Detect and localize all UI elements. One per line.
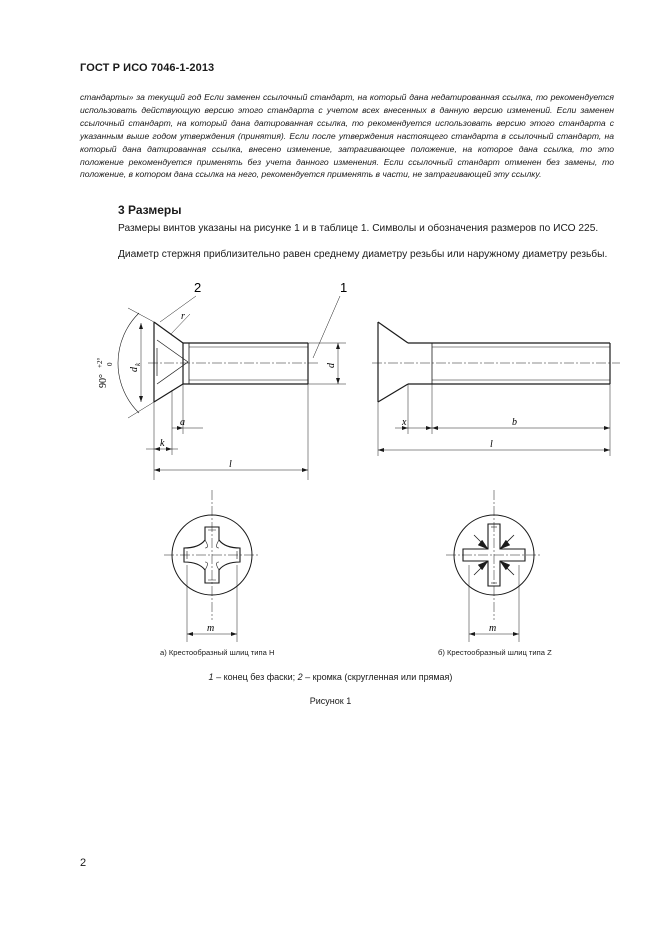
legend-2-text: – кромка (скругленная или прямая)	[302, 672, 453, 682]
dim-l-label: l	[229, 459, 232, 470]
recess-type-z	[446, 490, 542, 642]
paragraph-dimensions-text: Размеры винтов указаны на рисунке 1 и в таблице 1. Символы и обозначения размеров по ИСО 225.	[118, 223, 599, 234]
intro-paragraph: стандарты» за текущий год Если заменен ссылочный стандарт, на который дана недатированная ссылка, то рекомендуется использовать действующую версию этого стандарта с учетом всех внесенных в данную версию изменений. Если заменен ссылочный стандарт, на который дана датированная ссылка, то рекомендуется использовать версию этого стандарта с указанным выше годом утверждения (принятия). Если после утверждения настоящего стандарта в ссылочный стандарт, на который дана датированная ссылка, внесено изменение, затрагивающее положение, на которое дана ссылка, то это положение рекомендуется применять без учета данного изменения. Если ссылочный стандарт отменен без замены, то положение, в котором дана ссылка на него, рекомендуется применять в части, не затрагивающей эту ссылку.	[80, 92, 614, 180]
dim-b-label: b	[512, 417, 517, 428]
section-title: 3 Размеры	[118, 203, 182, 217]
dim-dk-label	[129, 362, 142, 372]
angle-tolerance-plus: +2°	[96, 357, 104, 368]
dim-d-label: d	[326, 363, 337, 368]
screw-right-view	[372, 322, 620, 456]
page-number: 2	[80, 857, 87, 869]
dim-m-z-label: m	[489, 623, 497, 634]
dim-r-label: r	[181, 311, 185, 322]
callout-1: 1	[340, 280, 348, 295]
paragraph-shank-text: Диаметр стержня приблизительно равен среднему диаметру резьбы или наружному диаметру резьбы.	[118, 249, 608, 260]
callout-2: 2	[194, 280, 202, 295]
screw-left-view	[118, 296, 346, 480]
figure-title: Рисунок 1	[309, 696, 352, 706]
figure-legend	[0, 672, 661, 682]
angle-value: 90°	[98, 374, 109, 388]
document-header: ГОСТ Р ИСО 7046-1-2013	[80, 62, 215, 74]
legend-2-number: 2	[297, 672, 303, 682]
dim-dk-subscript: k	[134, 362, 142, 366]
caption-recess-h: а) Крестообразный шлиц типа Н	[160, 648, 275, 657]
dim-dk-letter: d	[129, 367, 140, 372]
dim-l2-label: l	[490, 439, 493, 450]
caption-recess-z: б) Крестообразный шлиц типа Z	[438, 648, 552, 657]
angle-label	[96, 358, 114, 388]
legend-1-text: – конец без фаски;	[213, 672, 298, 682]
legend-1-number: 1	[208, 672, 214, 682]
dim-x-label: x	[402, 417, 407, 428]
angle-tolerance-zero: 0	[106, 362, 114, 366]
dim-a-label: a	[180, 417, 185, 428]
dim-m-h-label: m	[207, 623, 215, 634]
dim-k-label: k	[160, 438, 165, 449]
recess-type-h	[164, 490, 260, 642]
